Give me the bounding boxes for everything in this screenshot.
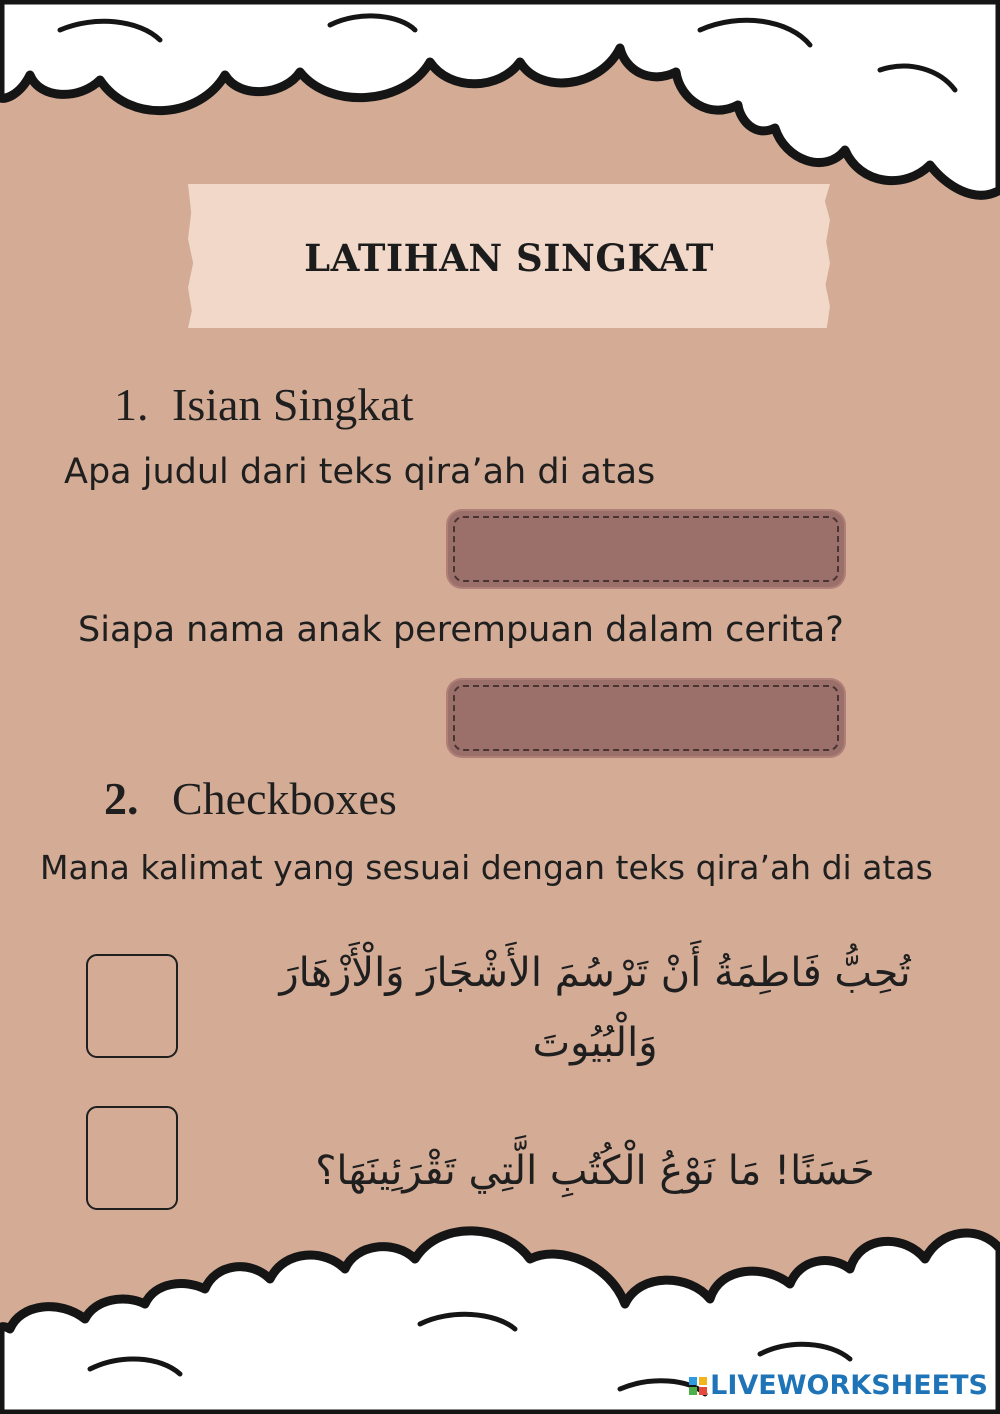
page-title: LATIHAN SINGKAT xyxy=(304,236,714,280)
section-1-title: Isian Singkat xyxy=(172,379,414,430)
liveworksheets-logo-icon xyxy=(689,1377,707,1395)
option-1-line-1: تُحِبُّ فَاطِمَةُ أَنْ تَرْسُمَ الأَشْجَارَ وَالْأَزْهَارَ xyxy=(279,950,911,996)
brand-name: LIVEWORKSHEETS xyxy=(710,1370,988,1401)
question-1-text: Apa judul dari teks qira’ah di atas xyxy=(64,452,656,492)
section-2-number: 2. xyxy=(104,773,139,824)
answer-input-2[interactable] xyxy=(448,680,844,756)
option-2-line-1: حَسَنًا! مَا نَوْعُ الْكُتُبِ الَّتِي تَقْرَئِينَهَا؟ xyxy=(315,1148,875,1194)
option-1-checkbox[interactable] xyxy=(86,954,178,1058)
option-2-checkbox[interactable] xyxy=(86,1106,178,1210)
section-2-heading xyxy=(104,772,397,825)
top-cloud-border xyxy=(0,0,1000,200)
option-1-text xyxy=(215,938,975,1078)
section-1-heading xyxy=(114,378,413,431)
question-2-text: Siapa nama anak perempuan dalam cerita? xyxy=(78,610,844,650)
answer-input-1[interactable] xyxy=(448,511,844,587)
section-1-number: 1. xyxy=(114,379,149,430)
section-2-title: Checkboxes xyxy=(172,773,397,824)
option-1-line-2: وَالْبُيُوتَ xyxy=(532,1020,658,1066)
section-2-prompt: Mana kalimat yang sesuai dengan teks qira’ah di atas xyxy=(40,848,933,887)
option-2-text xyxy=(215,1136,975,1206)
liveworksheets-brand xyxy=(689,1370,988,1401)
